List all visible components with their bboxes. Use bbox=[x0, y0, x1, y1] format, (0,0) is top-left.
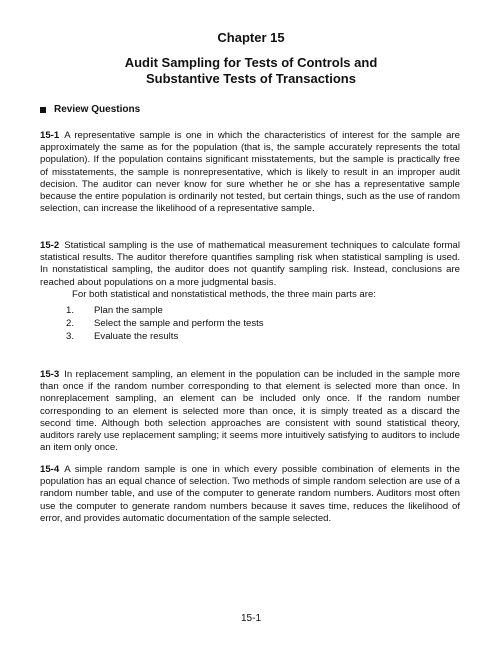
list-item-text: Evaluate the results bbox=[94, 331, 179, 343]
question-followup: For both statistical and nonstatistical methods, the three main parts are: bbox=[72, 288, 376, 300]
question-paragraph bbox=[40, 464, 460, 525]
question-text: A representative sample is one in which the characteristics of interest for the sample are approximately the same as for the population (that is, the sample accurately represents the total population). If the population contains significant misstatements, but the sample is practically free of misstatements, the sample is nonrepresentative, which is likely to result in an improper audit decision. The auditor can never know for sure whether he or she has a representative sample because the entire population is ordinarily not tested, but certain things, such as the use of random selection, can increase the likelihood of a representative sample. bbox=[40, 130, 460, 215]
question-paragraph bbox=[40, 369, 460, 454]
question-15-1 bbox=[40, 130, 460, 215]
list-item bbox=[40, 304, 460, 317]
question-text: In replacement sampling, an element in the population can be included in the sample more than once if the random number corresponding to that element is selected more than once. In nonreplacement sampling, an element can be included only once. If the random number corresponding to an element is selected more than once, it is simply treated as a discard the second time. Although both selection approaches are consistent with sound statistical theory, auditors rarely use replacement sampling; it seems more intuitively satisfying to auditors to include an item only once. bbox=[40, 369, 460, 454]
square-bullet-icon bbox=[40, 107, 46, 113]
question-number: 15-1 bbox=[40, 130, 60, 141]
list-item bbox=[40, 330, 460, 343]
list-item bbox=[40, 317, 460, 330]
question-number: 15-4 bbox=[40, 464, 60, 475]
question-text: Statistical sampling is the use of mathematical measurement techniques to calculate formal statistical results. The auditor therefore quantifies sampling risk when statistical sampling is used. In nonstatistical sampling, the auditor does not quantify sampling risk. Instead, conclusions are reached about populations on a more judgmental basis. bbox=[40, 240, 460, 288]
question-15-2 bbox=[40, 240, 460, 343]
question-paragraph bbox=[40, 130, 460, 215]
chapter-title bbox=[0, 55, 502, 87]
chapter-title-line-1: Audit Sampling for Tests of Controls and bbox=[124, 55, 378, 70]
question-number: 15-3 bbox=[40, 369, 60, 380]
question-paragraph bbox=[40, 240, 460, 289]
page-number: 15-1 bbox=[240, 613, 261, 624]
section-heading bbox=[40, 104, 140, 115]
question-15-4 bbox=[40, 464, 460, 525]
list-item-text: Select the sample and perform the tests bbox=[94, 318, 264, 330]
chapter-title-line-2: Substantive Tests of Transactions bbox=[146, 71, 356, 86]
chapter-heading: Chapter 15 bbox=[217, 30, 285, 45]
list-item-text: Plan the sample bbox=[94, 305, 163, 317]
list-item-number: 1. bbox=[66, 305, 75, 317]
steps-list bbox=[40, 304, 460, 343]
question-15-3 bbox=[40, 369, 460, 454]
question-number: 15-2 bbox=[40, 240, 60, 251]
list-item-number: 3. bbox=[66, 331, 75, 343]
list-item-number: 2. bbox=[66, 318, 75, 330]
section-heading-label: Review Questions bbox=[54, 104, 141, 115]
question-text: A simple random sample is one in which every possible combination of elements in the population has an equal chance of selection. Two methods of simple random selection are use of a random number table, and use of the computer to generate random numbers. Auditors most often use the computer to generate random numbers because it saves time, reduces the likelihood of error, and provides automatic documentation of the sample selected. bbox=[40, 464, 460, 524]
